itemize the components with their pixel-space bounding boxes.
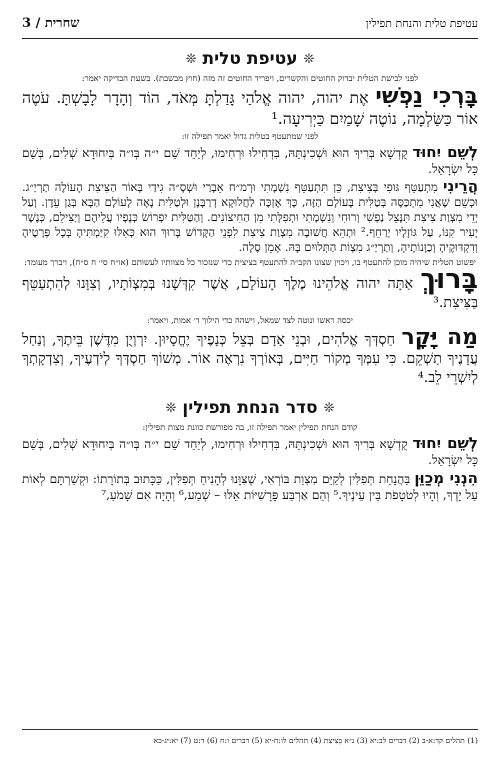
prayer-leshem-yichud (22, 144, 478, 177)
page-header (22, 8, 478, 39)
prayer-barchi (22, 86, 478, 129)
prayer-hareini (22, 179, 478, 255)
footnote-divider (22, 729, 478, 730)
prayer-lead-word: לְשֵׁם יִחוּד (412, 143, 478, 161)
ornament-left-icon: ❊ (165, 400, 177, 416)
prayer-text: קֻדְשָׁא בְּרִיךְ הוּא וּשְׁכִינְתֵּהּ, בִּדְחִילוּ וּרְחִימוּ, לְיַחֵד שֵׁם י״ה בְּו״ה בְּיִחוּדָא שְׁלִים, בְּשֵׁם כָּל יִשְׂרָאֵל. (22, 146, 478, 176)
instruction: לפני לבישת הטלית יבדוק החוטים והקשרים, ויפריד החוטים זה מזה (חוץ מבשבת). בשעת הבדיקה יאמר: (81, 73, 419, 83)
instruction: לפני שמתעטף בטלית גדול יאמר תפילה זו: (181, 131, 319, 141)
instruction: יכסה ראשו ונוטה לצד שמאל, וישהה כדי הילוך ד׳ אמות, ויאמר: (147, 315, 353, 325)
footnotes: (1) תהלים קד:א-ב (2) דברים לב:יא (3) נ״א בְּצִיצִת (4) תהלים לו:ח-יא (5) דברים ו:ח (6) ד:ט (7) יא:יג-כא (153, 736, 478, 745)
blessing-baruch (22, 264, 478, 313)
prayer-lead-word: מַה יָּקָר (401, 325, 478, 350)
prayer-lead-word: הִנְנִי מְכַוֵּן (414, 469, 478, 487)
siddur-page (0, 8, 500, 758)
ornament-right-icon: ❊ (323, 400, 335, 416)
prayer-text: אֶת יהוה, יהוה אֱלֹהַי גָּדַלְתָּ מְּאֹד, הוֹד וְהָדָר לָבָשְׁתָּ. עֹטֶה אוֹר כַּשַּׂלְמָה, נוֹטֶה שָׁמַיִם כַּיְרִיעָה.¹ (22, 88, 478, 128)
section-title-tefillin (22, 398, 478, 418)
section-title-text: עטיפת טלית (202, 49, 298, 69)
prayer-text: בַּהֲנָחַת תְּפִלִּין לְקַיֵּם מִצְוַת בּוֹרְאִי, שֶׁצִּוָּנוּ לְהָנִיחַ תְּפִלִּין, כַּכָּתוּב בְּתוֹרָתוֹ: וּקְשַׁרְתָּם לְאוֹת עַל יָדֶךָ, וְהָיוּ לְטֹטָפֹת בֵּין עֵינֶיךָ.⁵ וְהֵם אַרְבַּע פָּרָשִׁיּוֹת אֵלּוּ – שְׁמַע,⁶ וְהָיָה אִם שָׁמֹעַ,⁷ (22, 472, 478, 502)
prayer-lead-word: לְשֵׁם יִחוּד (412, 434, 478, 452)
prayer-lead-word: בָּרוּךְ (420, 264, 478, 295)
prayer-hineni-mechaven (22, 470, 478, 503)
instruction: יפשוט הטלית שיהיה מוכן להתעטף בו, ויכוין שצונו הקב״ה להתעטף בציצית כדי שנזכור כל מצוותיו לעשותם (או״ח סי׳ ח ס״ח), ויברך מעומד: (23, 257, 477, 267)
prayer-text: מִתְעַטֵּף גּוּפִי בְּצִיצִת, כֵּן תִּתְעַטֵּף נִשְׁמָתִי וּרְמ״ח אֵבָרַי וּשְׁסָ״ה גִידַי בְּאוֹר הַצִּיצִת הָעוֹלֶה תַרְיַ״ג. וּכְשֵׁם שֶׁאֲנִי מִתְכַּסֶּה בְּטַלִּית בָּעוֹלָם הַזֶּה, כָּךְ אֶזְכֶּה לַחֲלוּקָא דְרַבָּנָן וּלְטַלִּית נָאָה לָעוֹלָם הַבָּא בְּגַן עֵדֶן. וְעַל יְדֵי מִצְוַת צִיצִת תִּנָּצֵל נַפְשִׁי וְרוּחִי וְנִשְׁמָתִי וּתְפִלָּתִי מִן הַחִיצוֹנִים. וְהַטַּלִּית יִפְרוֹשׂ כְּנָפָיו עֲלֵיהֶם וְיַצִּילֵם, כְּנֶשֶׁר יָעִיר קִנּוֹ, עַל גּוֹזָלָיו יְרַחֵף.² וּתְהֵא חֲשׁוּבָה מִצְוַת צִיצִת לִפְנֵי הַקָּדוֹשׁ בָּרוּךְ הוּא כְּאִלּוּ קִיַּמְתִּיהָ בְּכָל פְּרָטֶיהָ וְדִקְדּוּקֶיהָ וְכַוָּנוֹתֶיהָ, וְתַרְיַ״ג מִצְוֹת הַתְּלוּיִם בָּהּ. אָמֵן סֶלָה. (22, 180, 478, 254)
instruction: קודם הנחת תפילין יאמר תפילה זו, בה מפורשת כוונת מצות תפילין: (142, 422, 358, 432)
ornament-left-icon: ❊ (185, 51, 197, 67)
prayer-lead-word: בָּרְכִי נַפְשִׁי (375, 84, 478, 109)
prayer-text: אַתָּה יהוה אֱלֹהֵינוּ מֶלֶךְ הָעוֹלָם, אֲשֶׁר קִדְּשָׁנוּ בְּמִצְוֹתָיו, וְצִוָּנוּ לְהִתְעַטֵּף בַּצִּיצִת.³ (22, 276, 478, 311)
prayer-text: קֻדְשָׁא בְּרִיךְ הוּא וּשְׁכִינְתֵּהּ, בִּדְחִילוּ וּרְחִימוּ, לְיַחֵד שֵׁם י״ה בְּו״ה בְּיִחוּדָא שְׁלִים, בְּשֵׁם כָּל יִשְׂרָאֵל. (22, 437, 478, 467)
section-title-tallit (22, 49, 478, 69)
prayer-ma-yakar (22, 325, 478, 388)
ornament-right-icon: ❊ (303, 51, 315, 67)
prayer-lead-word: הֲרֵינִי (443, 177, 479, 195)
section-title-text: סדר הנחת תפילין (182, 398, 318, 418)
page-number: שחרית / 3 (22, 16, 80, 31)
header-title: עטיפת טלית והנחת תפילין (365, 16, 478, 30)
prayer-text: חַסְדְּךָ אֱלֹהִים, וּבְנֵי אָדָם בְּצֵל כְּנָפֶיךָ יֶחֱסָיוּן. יִרְוְיֻן מִדֶּשֶׁן בֵּיתֶךָ, וְנַחַל עֲדָנֶיךָ תַשְׁקֵם. כִּי עִמְּךָ מְקוֹר חַיִּים, בְּאוֹרְךָ נִרְאֶה אוֹר. מְשׁוֹךְ חַסְדְּךָ לְיֹדְעֶיךָ, וְצִדְקָתְךָ לְיִשְׁרֵי לֵב.⁴ (22, 332, 478, 386)
prayer-leshem-yichud-tefillin (22, 435, 478, 468)
